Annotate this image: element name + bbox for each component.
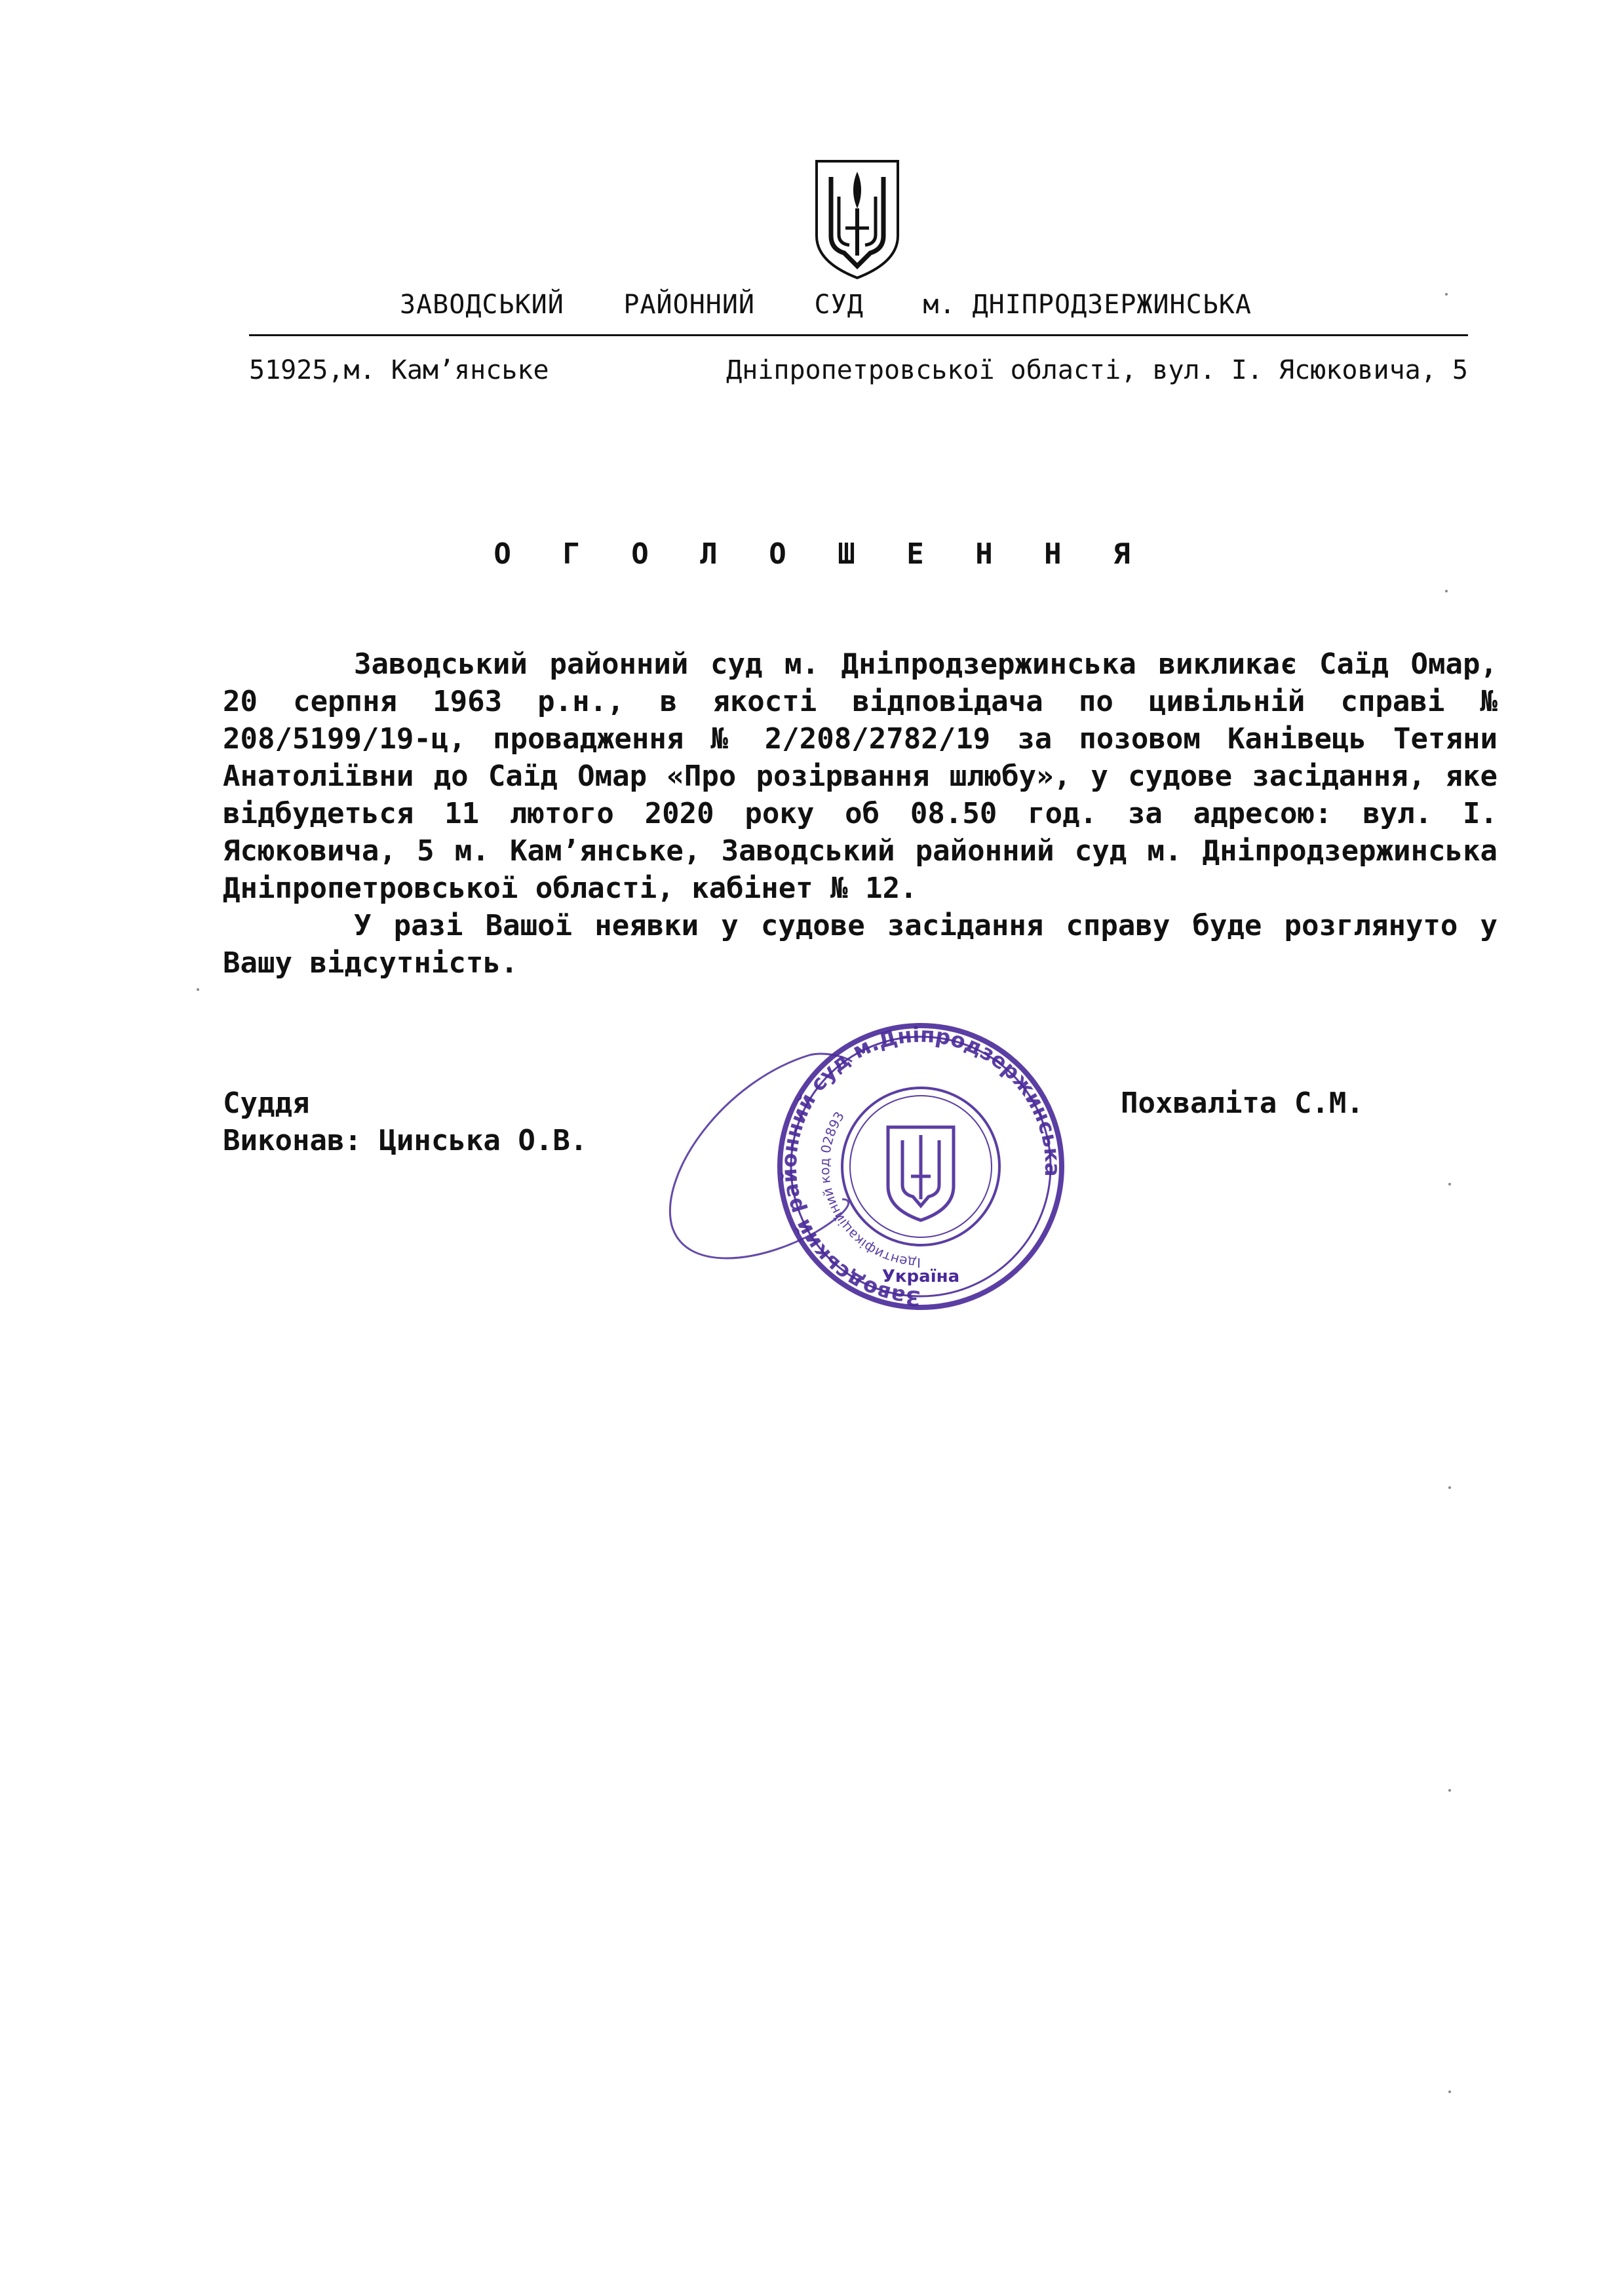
scan-speck	[1448, 1486, 1451, 1489]
signature-block	[223, 1085, 587, 1159]
court-header	[249, 288, 1402, 321]
coat-of-arms-icon	[811, 157, 903, 282]
scan-speck	[197, 988, 199, 991]
scan-speck	[1448, 1183, 1451, 1185]
header-divider	[249, 334, 1468, 336]
stamp-country: Україна	[881, 1267, 960, 1286]
court-seal-stamp	[646, 983, 1104, 1311]
court-address	[249, 351, 1468, 390]
stamp-trident-icon	[888, 1127, 954, 1220]
address-city: 51925,м. Кам’янське	[249, 355, 549, 385]
court-header-word: СУД	[814, 290, 864, 320]
address-street: Дніпропетровської області, вул. І. Ясюковича, 5	[726, 355, 1468, 385]
executor-line: Виконав: Цинська О.В.	[223, 1124, 588, 1157]
scan-speck	[1448, 1789, 1451, 1792]
stamp-outer-text: Заводський районний суд м.Дніпродзержинська	[776, 1022, 1066, 1311]
notice-paragraph: У разі Вашої неявки у судове засідання справу буде розглянуто у Вашу відсутність.	[223, 909, 1498, 980]
scan-speck	[1448, 2091, 1451, 2093]
court-header-word: ЗАВОДСЬКИЙ	[400, 290, 564, 320]
document-title: О Г О Л О Ш Е Н Н Я	[493, 537, 1148, 571]
notice-body	[223, 646, 1498, 982]
judge-name: Похваліта С.М.	[1121, 1087, 1364, 1120]
stamp-inner-text: Ідентифікаційний код 02893	[816, 1108, 921, 1271]
notice-paragraph: Заводський районний суд м. Дніпродзержинська викликає Саїд Омар, 20 серпня 1963 р.н., в якості відповідача по цивільній справі № 208/5199/19-ц, провадження № 2/208/2782/19 за позовом Канівець Тетяни Анатоліївни до Саїд Омар «Про розірвання шлюбу», у судове засідання, яке відбудеться 11 лютого 2020 року об 08.50 год. за адресою: вул. І. Ясюковича, 5 м. Кам’янське, Заводський районний суд м. Дніпродзержинська Дніпропетровської області, кабінет № 12.	[223, 647, 1498, 905]
court-header-word: м. ДНІПРОДЗЕРЖИНСЬКА	[923, 290, 1252, 320]
scan-speck	[1445, 293, 1448, 296]
judge-label: Суддя	[223, 1087, 310, 1120]
scan-speck	[1445, 590, 1448, 592]
court-header-word: РАЙОННИЙ	[623, 290, 756, 320]
